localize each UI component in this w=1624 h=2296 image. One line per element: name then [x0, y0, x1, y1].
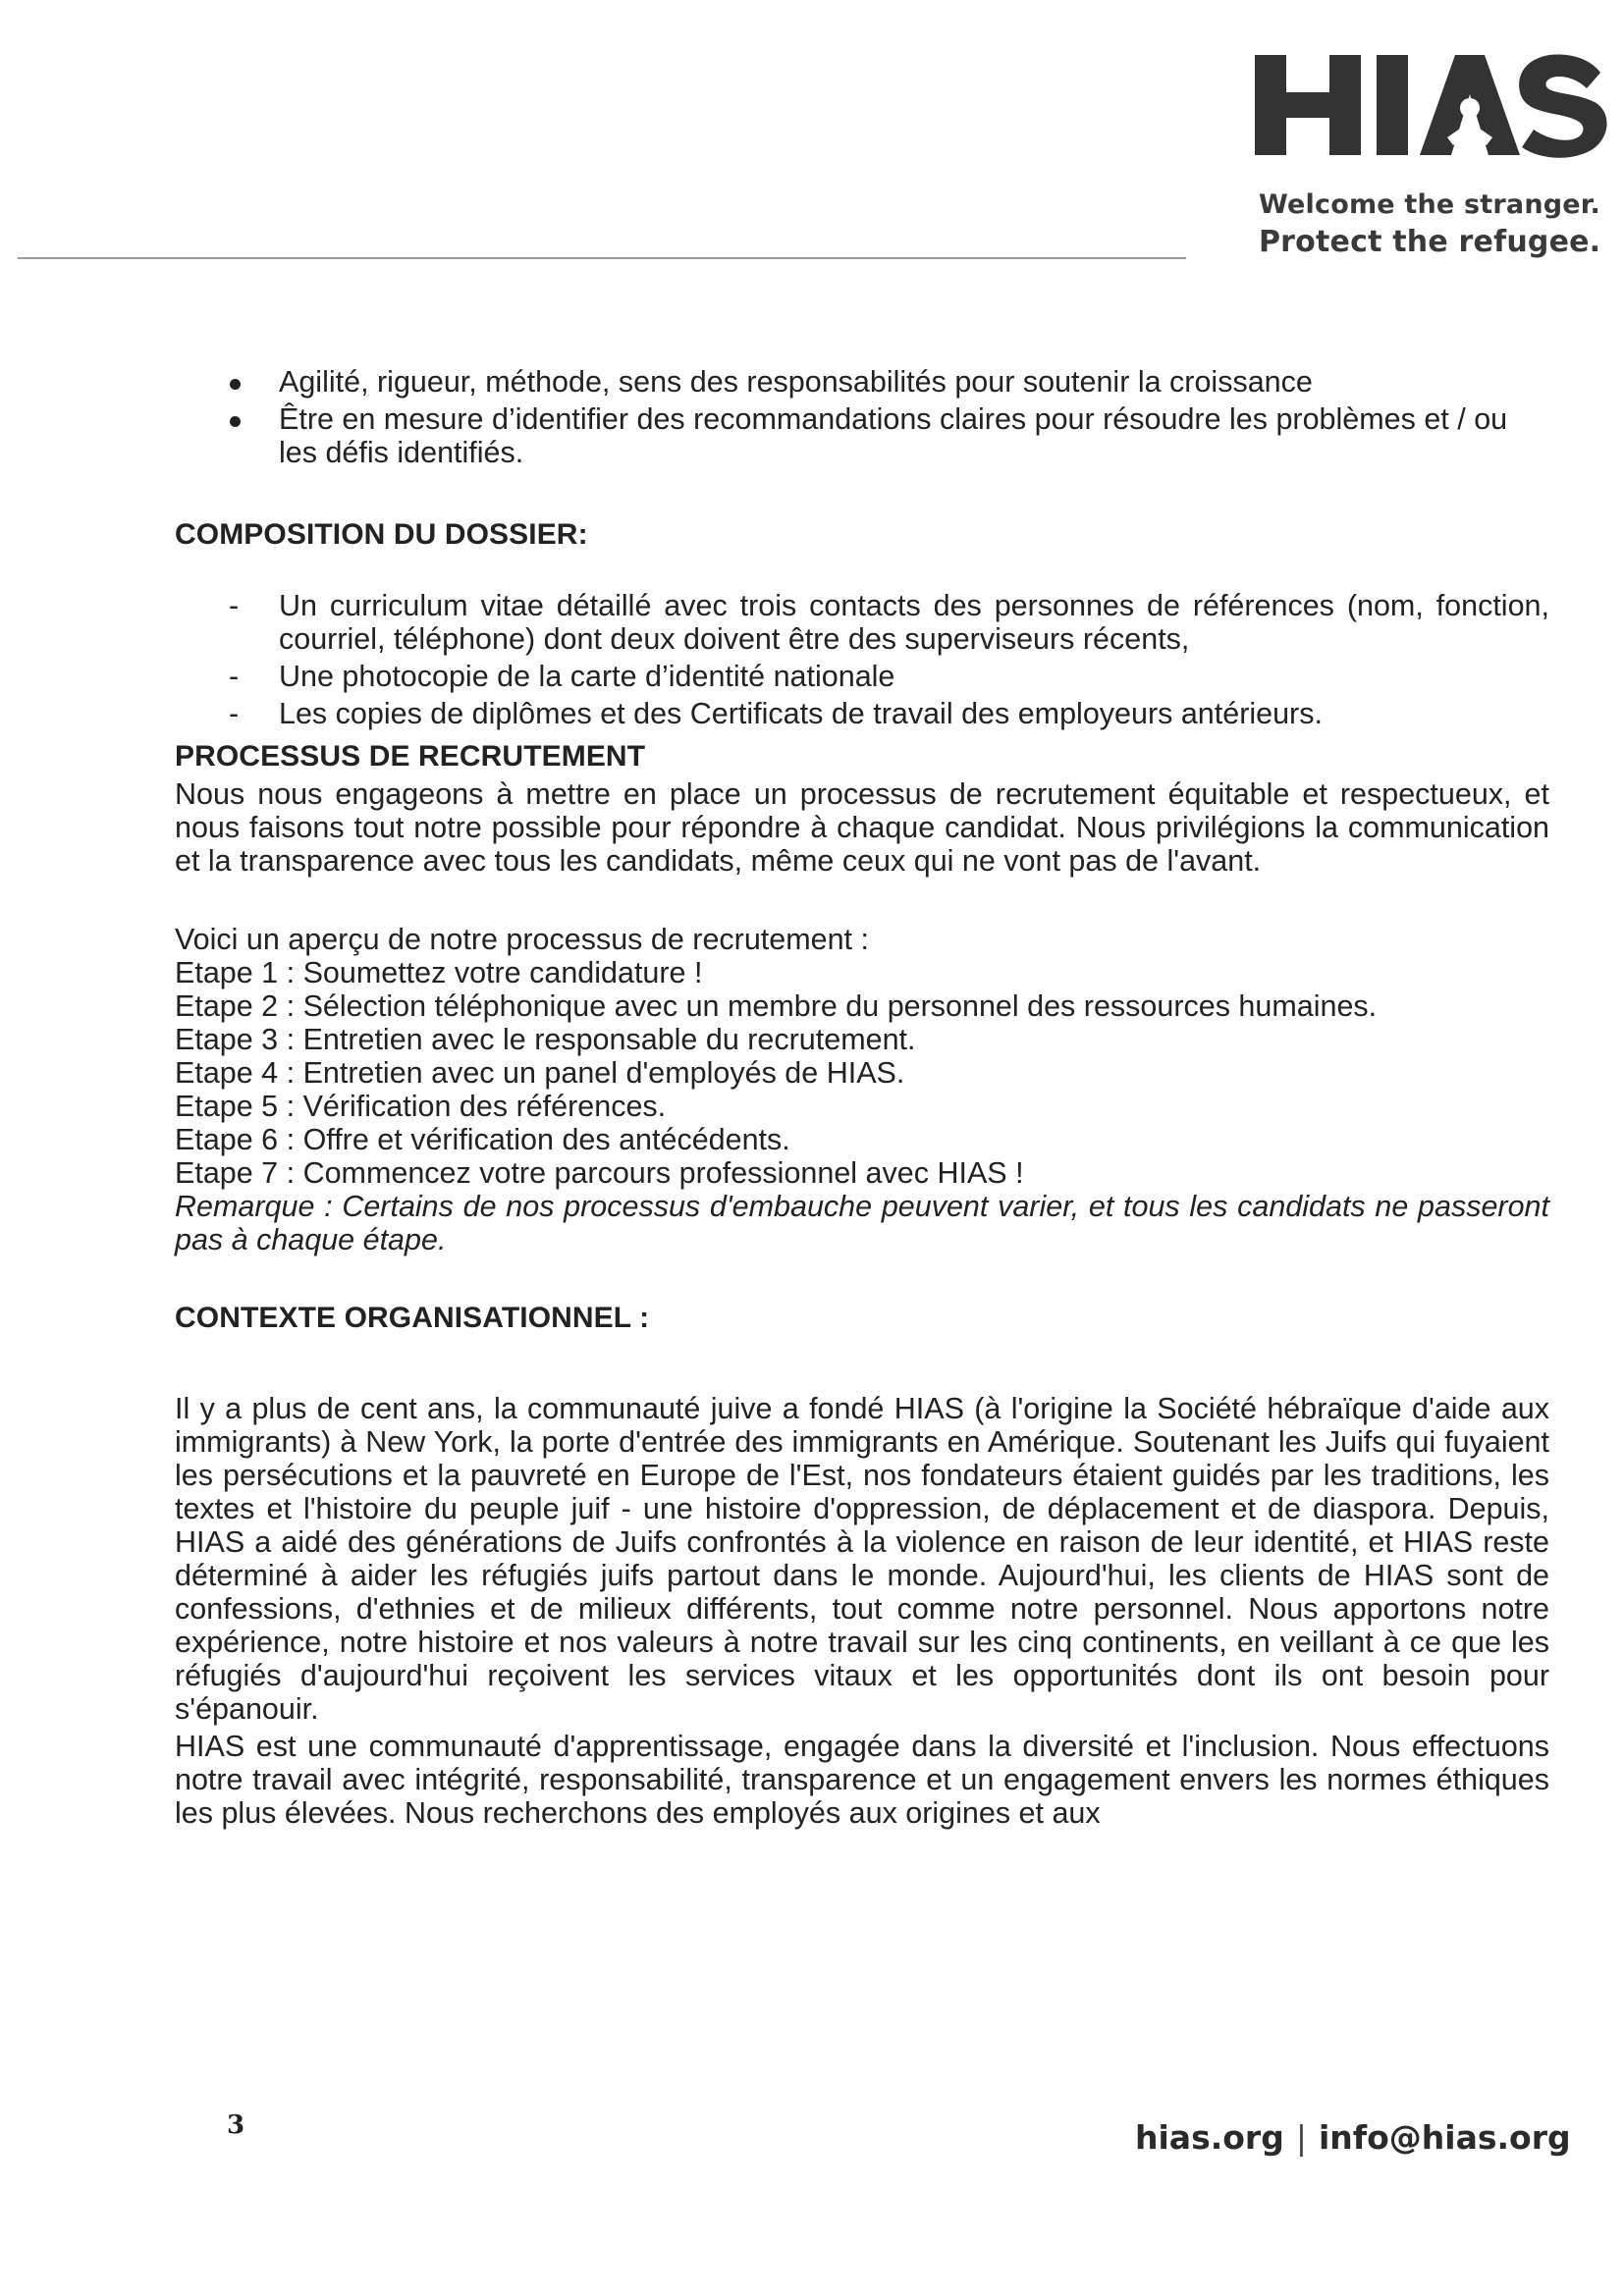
recruitment-step: Etape 7 : Commencez votre parcours professionnel avec HIAS ! [175, 1156, 1024, 1190]
document-body [175, 365, 1549, 1830]
recruitment-step: Etape 3 : Entretien avec le responsable du recrutement. [175, 1023, 916, 1056]
context-paragraph-2: HIAS est une communauté d'apprentissage, engagée dans la diversité et l'inclusion. Nous effectuons notre travail avec intégrité, responsabilité, transparence et un engagement envers les normes éthiques les plus élevées. Nous recherchons des employés aux origines et aux [175, 1730, 1549, 1830]
recruitment-step: Etape 1 : Soumettez votre candidature ! [175, 956, 703, 989]
header-divider [18, 257, 1186, 259]
context-paragraph-1: Il y a plus de cent ans, la communauté juive a fondé HIAS (à l'origine la Société hébraïque d'aide aux immigrants) à New York, la porte d'entrée des immigrants en Amérique. Soutenant les Juifs qui fuyaient les persécutions et la pauvreté en Europe de l'Est, nos fondateurs étaient guidés par les traditions, les textes et l'histoire du peuple juif - une histoire d'oppression, de déplacement et de diaspora. Depuis, HIAS a aidé des générations de Juifs confrontés à la violence en raison de leur identité, et HIAS reste déterminé à aider les réfugiés juifs partout dans le monde. Aujourd'hui, les clients de HIAS sont de confessions, d'ethnies et de milieux différents, tout comme notre personnel. Nous apportons notre expérience, notre histoire et nos valeurs à notre travail sur les cinq continents, en veillant à ce que les réfugiés d'aujourd'hui reçoivent les services vitaux et les opportunités dont ils ont besoin pour s'épanouir. [175, 1392, 1549, 1726]
footer-links [1135, 2118, 1571, 2157]
recruitment-remark: Remarque : Certains de nos processus d'embauche peuvent varier, et tous les candidats ne passeront pas à chaque étape. [175, 1190, 1549, 1256]
recruitment-heading: PROCESSUS DE RECRUTEMENT [175, 740, 646, 773]
email-link[interactable]: info@hias.org [1318, 2118, 1571, 2157]
recruitment-step: Etape 6 : Offre et vérification des antécédents. [175, 1123, 790, 1156]
recruitment-step: Etape 2 : Sélection téléphonique avec un membre du personnel des ressources humaines. [175, 989, 1378, 1023]
composition-item: - Les copies de diplômes et des Certificats de travail des employeurs antérieurs. [175, 697, 1549, 730]
composition-heading: COMPOSITION DU DOSSIER: [175, 518, 588, 551]
recruitment-step: Etape 5 : Vérification des références. [175, 1090, 667, 1123]
steps-intro: Voici un aperçu de notre processus de recrutement : [175, 923, 869, 956]
recruitment-paragraph: Nous nous engageons à mettre en place un processus de recrutement équitable et respectueux, et nous faisons tout notre possible pour répondre à chaque candidat. Nous privilégions la communication et la transparence avec tous les candidats, même ceux qui ne vont pas de l'avant. [175, 777, 1549, 878]
hias-logo [1255, 51, 1610, 159]
requirement-item: Agilité, rigueur, méthode, sens des responsabilités pour soutenir la croissance [175, 365, 1549, 399]
tagline-line-1: Welcome the stranger. [1259, 189, 1600, 220]
tagline [1259, 187, 1622, 262]
composition-list [175, 589, 1549, 730]
footer-separator: | [1295, 2118, 1307, 2157]
tagline-line-2: Protect the refugee. [1259, 225, 1601, 259]
context-heading: CONTEXTE ORGANISATIONNEL : [175, 1302, 650, 1334]
requirement-item: Être en mesure d’identifier des recommandations claires pour résoudre les problèmes et / ou les défis identifiés. [175, 402, 1549, 469]
website-link[interactable]: hias.org [1135, 2118, 1284, 2157]
composition-item: - Une photocopie de la carte d’identité nationale [175, 660, 1549, 693]
page-number: 3 [227, 2110, 245, 2140]
requirements-list [175, 365, 1549, 469]
recruitment-step: Etape 4 : Entretien avec un panel d'employés de HIAS. [175, 1056, 905, 1090]
recruitment-steps [175, 956, 1549, 1190]
composition-item: - Un curriculum vitae détaillé avec trois contacts des personnes de références (nom, fonction, courriel, téléphone) dont deux doivent être des superviseurs récents, [175, 589, 1549, 656]
